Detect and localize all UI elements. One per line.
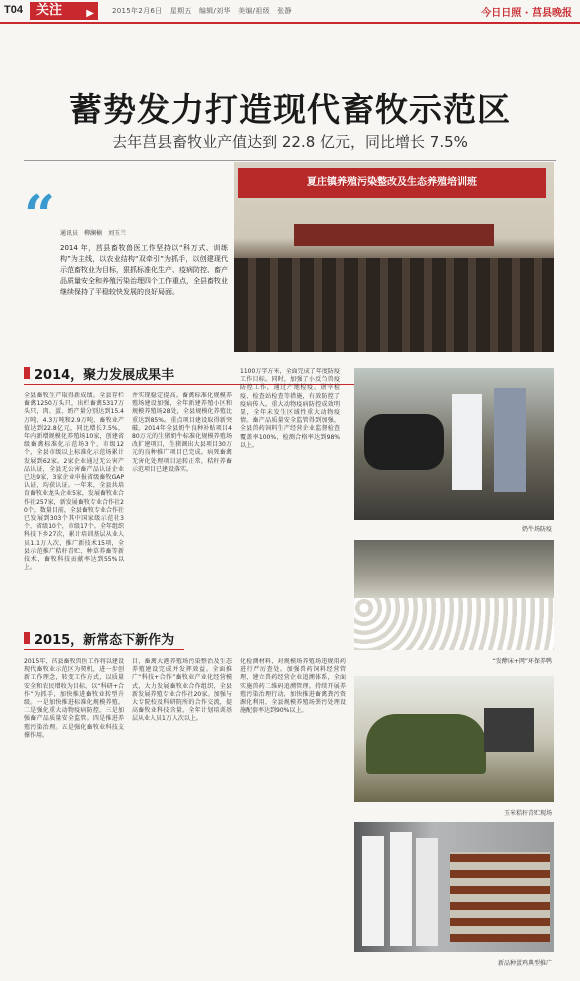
section-marker: [24, 632, 30, 644]
section-heading: 2014，聚力发展成果丰: [34, 368, 175, 383]
chevron-right-icon: ▶: [86, 8, 94, 19]
article-subtitle: 去年莒县畜牧业产值达到 22.8 亿元，同比增长 7.5%: [112, 133, 468, 151]
farm-worker: [416, 838, 438, 946]
vet-worker: [494, 388, 526, 492]
cow: [364, 414, 444, 470]
issue-meta: 2015年2月6日 星期五 编辑/刘华 美编/祖级 张静: [112, 7, 292, 15]
section-heading: 2015，新常态下新作为: [34, 633, 175, 648]
lead-paragraph: 2014 年，莒县畜牧兽医工作坚持以“科万式、训练构”为主线，以农业结构“双牵引”为抓手，以创建现代示范畜牧业为目标，狠抓标准化生产、疫病防控、畜产品质量安全和养殖污染治理四个工作重点，全县畜牧业继续保持了平稳较快发展的良好局面。: [60, 244, 228, 296]
duck-farm-photo: [354, 540, 554, 650]
corn-silage-photo: [354, 676, 554, 802]
article-column-2: 并实现稳定提高。畜禽标准化规模养殖场建设加强，全年新建养殖小区和规模养殖场28处，全县规模化养殖比重达到85%。重点项目建设取得新突破。2014年全县奶牛良种补贴项目480万元的生猪奶牛标准化规模养殖场改扩建项目，生猪调出大县项目30万元的良种推广项目已完成。病死畜禽无害化处理项目运转正常，秸秆养畜示范项目已建设落实。: [132, 392, 232, 473]
section-marker: [24, 367, 30, 379]
corn-stalks: [366, 714, 486, 774]
article-column-6: 化检测材料，对规模场养殖场违规用药进行严厉查处。加强兽药饲料经营管理，建立兽药经营企业追溯体系，全面实施兽药二维码追溯管理。持续开展养殖污染治理行动，加快推进畜禽粪污资源化利用，全县规模养殖场粪污处理设施配套率达到90%以上。: [240, 658, 346, 715]
section-tag: [30, 2, 98, 20]
article-title: 蓄势发力打造现代畜牧示范区: [69, 90, 511, 129]
article-column-4: 2015年，莒县畜牧兽医工作将以建设现代畜牧业示范区为契机，进一步创新工作理念，转变工作方式，以质量安全和农民增收为目标，以“科研+合作”为抓手，加快推进畜牧业转型升级。一是加快推进标准化规模养殖。二是强化重大动物疫病防控。三是加强畜产品质量安全监管。四是推进养殖污染治理。五是强化畜牧业科技支撑作用。: [24, 658, 124, 739]
quote-icon: “: [24, 183, 56, 247]
article-column-1: 全县畜牧生产取得新成绩。全县存栏畜禽1250万头只，出栏畜禽5317万头只，肉、蛋、奶产量分别达到15.4万吨、4.3万吨和2.9万吨，畜牧业产值达到22.8亿元，同比增长7.5%，年内新增规模化养殖场10家，创建省级畜禽标准化示范场3个、市级12个，全县市级以上标准化示范场累计发展到62家。2家企业通过无公害产品认证，全县无公害畜产品认证企业已达9家，3家企业申报省级畜牧GAP认证，均获认证。一年来，全县共培育畜牧业龙头企业5家，发展畜牧业合作社257家，新发展畜牧专业合作社20个，数量目前，全县畜牧专业合作社已发展到303个其中国家级示范社3个，省级10个，市级17个。全年组织科技下乡27次，累计培训基层从业人员1.1万人次，推广新技术15项，全县示范推广秸秆青贮、种草养畜等新技术，畜牧科技贡献率达到55%以上。: [24, 392, 124, 572]
farm-worker: [390, 832, 412, 946]
article-column-5: 目，畜禽大港养殖场污染整治及生态养殖建设完成并发挥效益。全面推广“科技+合作”畜牧业产业化经营模式，大力发展畜牧业合作组织，全县新发展养殖专业合作社20家。加强与大专院校及科研院所的合作交流，提高畜牧业科技含量。全年计划培训基层从业人员1万人次以上。: [132, 658, 232, 723]
meeting-banner: 夏庄镇养殖污染整改及生态养殖培训班: [238, 168, 546, 198]
photo-caption: 玉米秸秆青贮现场: [503, 810, 552, 817]
vet-worker: [452, 394, 482, 490]
chicken-cages: [450, 852, 550, 942]
divider: [24, 160, 556, 161]
cow-vaccination-photo: [354, 368, 554, 520]
divider: [24, 649, 184, 650]
paper-name: 今日日照 · 莒县晚报: [481, 8, 572, 19]
page-number: T04: [4, 4, 23, 16]
training-meeting-photo: [234, 162, 554, 352]
farm-worker: [362, 836, 384, 946]
photo-caption: “发酵床+网”环保养鸭: [492, 658, 552, 665]
photo-caption: 新品种蛋鸡典型推广: [497, 960, 552, 967]
silage-machine: [484, 708, 534, 752]
article-column-3: 1100万字方米，全面完成了年度防疫工作目标。同时，加强了小反刍兽疫防控工作，通过产地检疫、屠宰检疫、检查站检查等措施，有效防控了疫病传入。重大动物疫病防控成效明显，全年未发生区域性重大动物疫情。畜产品质量安全监管得到加强，全县兽药饲料生产经营企业监督检查覆盖率100%，检测合格率达到98%以上。: [240, 368, 340, 449]
photo-caption: 奶牛场防疫: [521, 526, 552, 533]
podium-table: [294, 224, 494, 246]
ducks: [354, 598, 554, 650]
egg-chicken-photo: [354, 822, 554, 952]
audience: [234, 258, 554, 352]
byline: 通讯员 柳澜楠 刘玉兰: [60, 230, 127, 237]
section-label: 关注: [36, 3, 63, 18]
